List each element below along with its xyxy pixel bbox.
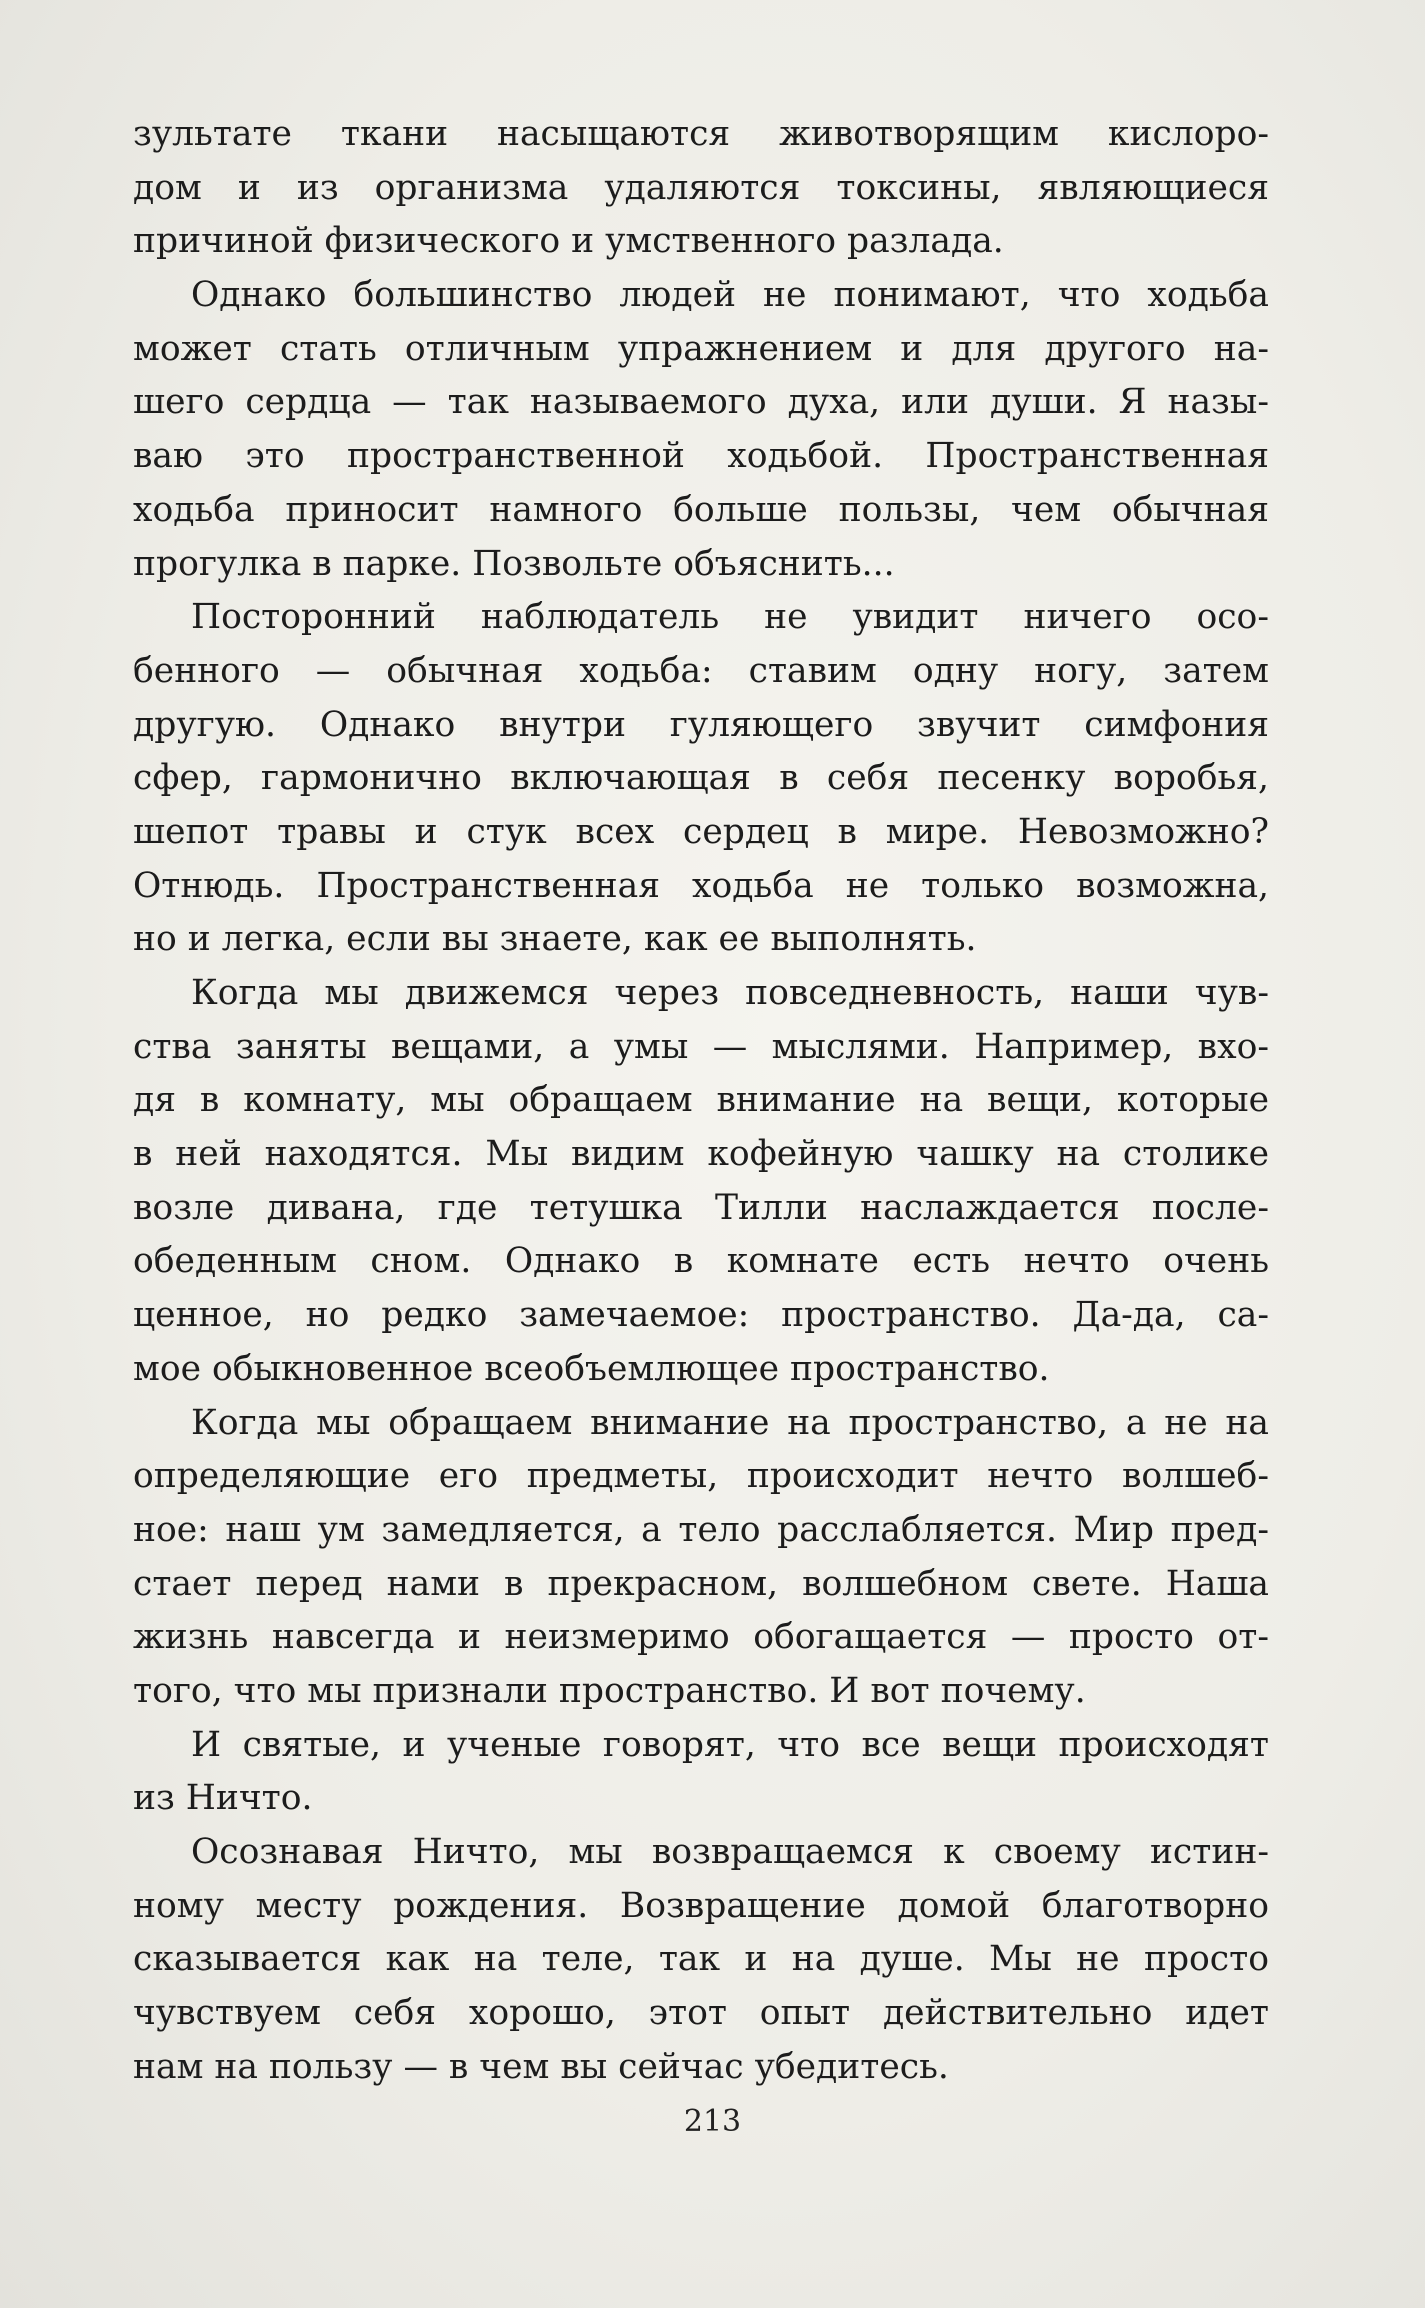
text-line: ценное, но редко замечаемое: пространство. Да-да, са-	[133, 1295, 1269, 1336]
text-line: шепот травы и стук всех сердец в мире. Невозможно?	[133, 811, 1269, 852]
text-line: Осознавая Ничто, мы возвращаемся к своему истин-	[191, 1832, 1269, 1872]
body-text	[133, 108, 1269, 2094]
text-line: чувствуем себя хорошо, этот опыт действительно идет	[133, 1993, 1269, 2034]
text-line: сфер, гармонично включающая в себя песенку воробья,	[133, 758, 1269, 799]
text-line: ваю это пространственной ходьбой. Пространственная	[133, 436, 1269, 477]
text-line: сказывается как на теле, так и на душе. Мы не просто	[133, 1939, 1269, 1980]
text-line: причиной физического и умственного разлада.	[133, 221, 1004, 262]
text-line: бенного — обычная ходьба: ставим одну ногу, затем	[133, 650, 1269, 691]
text-line: в ней находятся. Мы видим кофейную чашку на столике	[133, 1134, 1269, 1175]
text-line: но и легка, если вы знаете, как ее выполнять.	[133, 919, 977, 960]
text-line: определяющие его предметы, происходит нечто волшеб-	[133, 1456, 1269, 1497]
text-line: жизнь навсегда и неизмеримо обогащается — просто от-	[133, 1617, 1269, 1658]
text-line: ному месту рождения. Возвращение домой благотворно	[133, 1885, 1269, 1926]
text-line: дя в комнату, мы обращаем внимание на вещи, которые	[133, 1080, 1269, 1121]
text-line: И святые, и ученые говорят, что все вещи происходят	[191, 1724, 1269, 1765]
text-line: Отнюдь. Пространственная ходьба не только возможна,	[133, 865, 1269, 906]
text-line: обеденным сном. Однако в комнате есть нечто очень	[133, 1241, 1269, 1282]
text-line: зультате ткани насыщаются животворящим кислоро-	[133, 114, 1269, 154]
page-number: 213	[683, 2104, 742, 2139]
text-line: другую. Однако внутри гуляющего звучит симфония	[133, 704, 1269, 745]
text-line: Посторонний наблюдатель не увидит ничего осо-	[191, 597, 1269, 638]
text-line: мое обыкновенное всеобъемлющее пространство.	[133, 1348, 1050, 1389]
text-line: стает перед нами в прекрасном, волшебном свете. Наша	[133, 1563, 1269, 1604]
text-line: дом и из организма удаляются токсины, являющиеся	[133, 167, 1269, 208]
text-line: прогулка в парке. Позвольте объяснить...	[133, 543, 895, 584]
text-line: ное: наш ум замедляется, а тело расслабляется. Мир пред-	[133, 1509, 1269, 1550]
text-line: ства заняты вещами, а умы — мыслями. Например, вхо-	[133, 1026, 1269, 1067]
text-line: того, что мы признали пространство. И вот почему.	[133, 1670, 1086, 1711]
text-line: Однако большинство людей не понимают, что ходьба	[191, 275, 1269, 316]
text-line: шего сердца — так называемого духа, или души. Я назы-	[133, 382, 1269, 423]
text-line: Когда мы обращаем внимание на пространство, а не на	[191, 1402, 1269, 1443]
text-line: ходьба приносит намного больше пользы, чем обычная	[133, 489, 1269, 530]
text-line: может стать отличным упражнением и для другого на-	[133, 328, 1269, 369]
text-line: возле дивана, где тетушка Тилли наслаждается после-	[133, 1187, 1269, 1228]
text-line: из Ничто.	[133, 1778, 313, 1819]
text-line: Когда мы движемся через повседневность, наши чув-	[191, 973, 1269, 1013]
text-line: нам на пользу — в чем вы сейчас убедитесь.	[133, 2046, 949, 2087]
